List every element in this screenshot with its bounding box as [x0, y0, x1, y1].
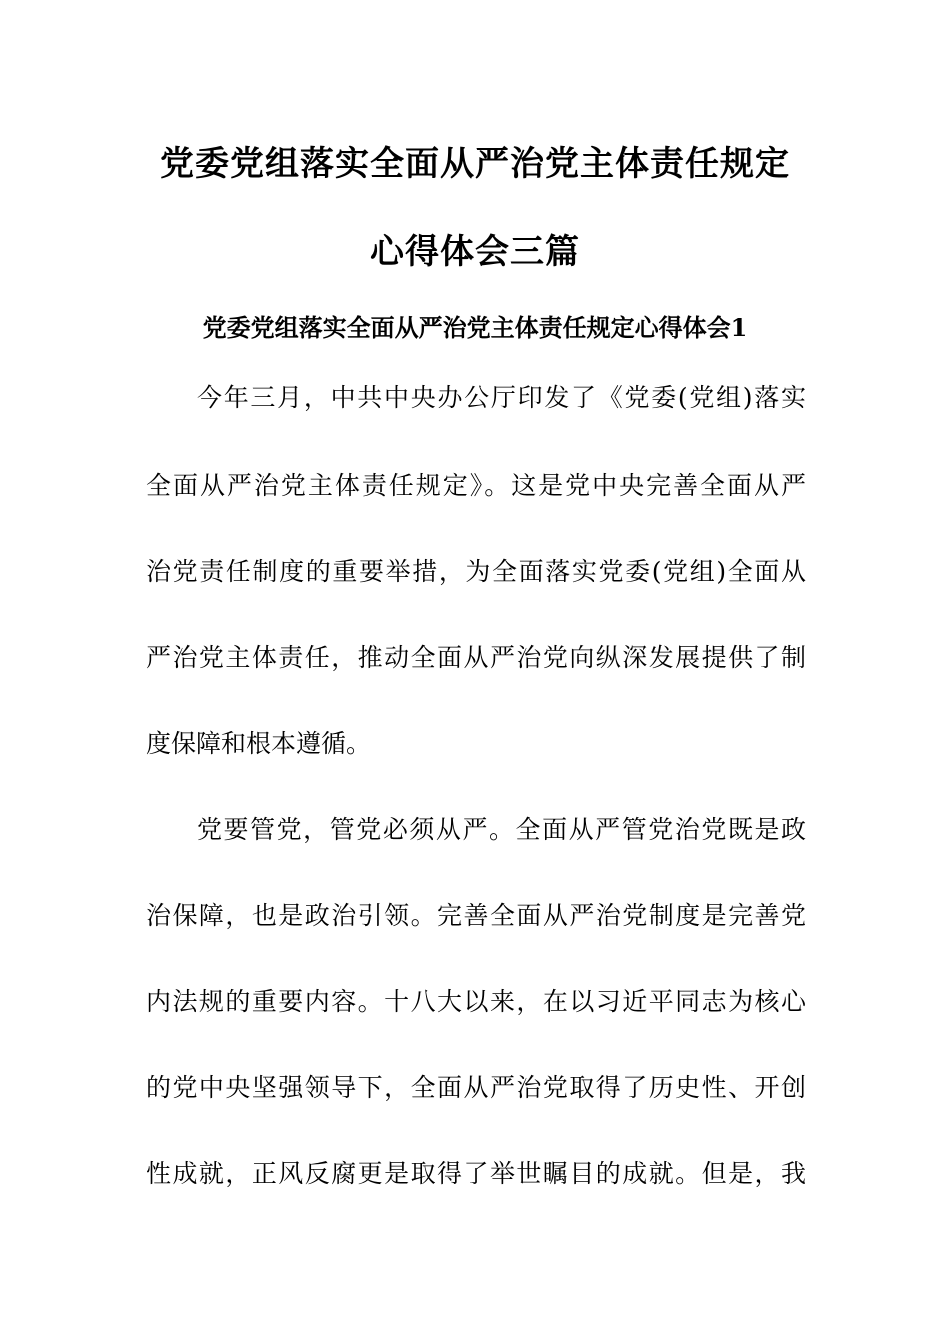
paragraph-1-line-5: 度保障和根本遵循。 [146, 729, 372, 758]
paragraph-2-line-3: 内法规的重要内容。十八大以来，在以习近平同志为核心 [146, 987, 806, 1016]
document-title-line-2: 心得体会三篇 [370, 232, 580, 272]
paragraph-2-line-5: 性成就，正风反腐更是取得了举世瞩目的成就。但是，我 [146, 1159, 806, 1188]
paragraph-2-line-4: 的党中央坚强领导下，全面从严治党取得了历史性、开创 [146, 1073, 806, 1102]
section-heading: 党委党组落实全面从严治党主体责任规定心得体会1 [202, 313, 748, 342]
paragraph-1-line-3: 治党责任制度的重要举措，为全面落实党委(党组)全面从 [146, 557, 806, 586]
paragraph-1-line-4: 严治党主体责任，推动全面从严治党向纵深发展提供了制 [146, 643, 806, 672]
paragraph-1-line-2: 全面从严治党主体责任规定》。这是党中央完善全面从严 [146, 471, 806, 500]
document-title-line-1: 党委党组落实全面从严治党主体责任规定 [160, 144, 790, 184]
paragraph-2-line-1: 党要管党，管党必须从严。全面从严管党治党既是政 [197, 815, 806, 844]
paragraph-2-line-2: 治保障，也是政治引领。完善全面从严治党制度是完善党 [146, 901, 806, 930]
paragraph-1-line-1: 今年三月，中共中央办公厅印发了《党委(党组)落实 [197, 383, 806, 412]
